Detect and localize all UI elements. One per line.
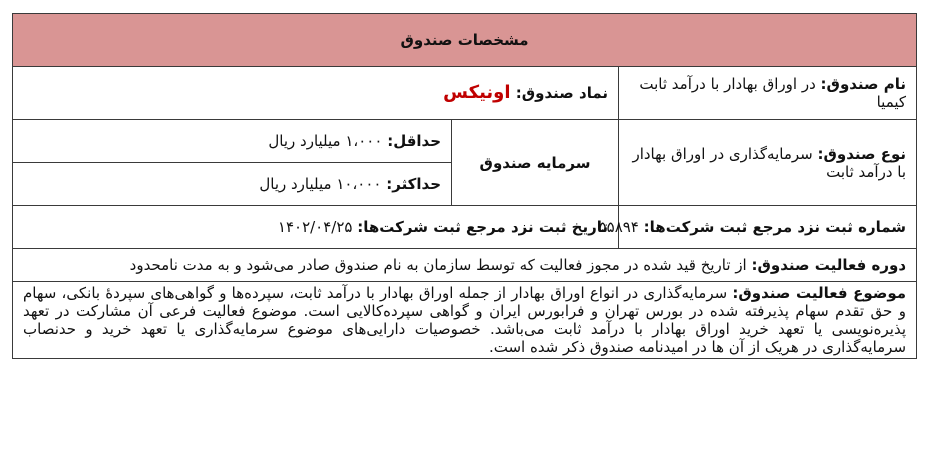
registration-date-value: ۱۴۰۲/۰۴/۲۵ [277,218,358,236]
fund-name-cell [619,67,917,120]
activity-period-cell [13,249,917,282]
fund-symbol-label: نماد صندوق: [510,84,609,103]
fund-spec-table-wrapper [12,13,916,359]
capital-max-value: ۱۰،۰۰۰ میلیارد ریال [259,175,387,193]
activity-subject-row [13,282,917,359]
activity-period-row [13,249,917,282]
fund-spec-table [12,13,917,359]
registration-number-cell [598,206,917,249]
activity-subject-value: سرمایه‌گذاری در انواع اوراق بهادار از جمله اوراق بهادار با درآمد ثابت، سپرده‌ها و گواهی‌های سپردهٔ بانکی، سهام و حق تقدم سهام پذیرفته شده در بورس تهران و فرابورس ایران و گواهی سپرده‌کالایی است. موضوع فعالیت فرعی آن مشارکت در تعهد پذیره‌نویسی یا تعهد خرید اوراق بهادار با درآمد ثابت می‌باشد. خصوصیات دارایی‌های موضوع سرمایه‌گذاری یا تعهد خرید و حدنصاب سرمایه‌گذاری در هریک از آن ها در امیدنامه صندوق ذکر شده است. [23,284,907,356]
capital-label: سرمایه صندوق [479,153,591,172]
registration-row [13,206,917,249]
table-title: مشخصات صندوق [13,14,917,67]
capital-max-cell [13,163,452,206]
capital-min-value: ۱،۰۰۰ میلیارد ریال [268,132,388,150]
activity-period-value: از تاریخ قید شده در مجوز فعالیت که توسط سازمان به نام صندوق صادر می‌شود و به مدت نامحدود [129,256,752,274]
capital-label-cell [452,120,619,206]
fund-symbol-cell [13,67,619,120]
fund-name-label: نام صندوق: [820,75,907,93]
capital-min-label: حداقل: [387,132,442,150]
registration-number-value: ۵۵۸۹۴ [598,218,644,236]
fund-type-row [13,120,917,163]
registration-date-label: تاریخ ثبت نزد مرجع ثبت شرکت‌ها: [357,218,609,236]
fund-type-value: سرمایه‌گذاری در اوراق بهادار با درآمد ثابت [632,144,907,181]
registration-number-label: شماره ثبت نزد مرجع ثبت شرکت‌ها: [643,218,907,236]
activity-subject-cell [13,282,917,359]
title-row [13,14,917,67]
fund-symbol-value: اونیکس [443,82,511,104]
fund-type-label: نوع صندوق: [817,144,907,163]
activity-period-label: دوره فعالیت صندوق: [751,256,907,274]
fund-name-row [13,67,917,120]
fund-name-value: در اوراق بهادار با درآمد ثابت کیمیا [639,75,907,111]
capital-min-cell [13,120,452,163]
fund-type-cell [619,120,917,206]
capital-max-label: حداکثر: [386,175,442,193]
activity-subject-label: موضوع فعالیت صندوق: [732,284,907,302]
registration-date-cell [13,206,619,249]
